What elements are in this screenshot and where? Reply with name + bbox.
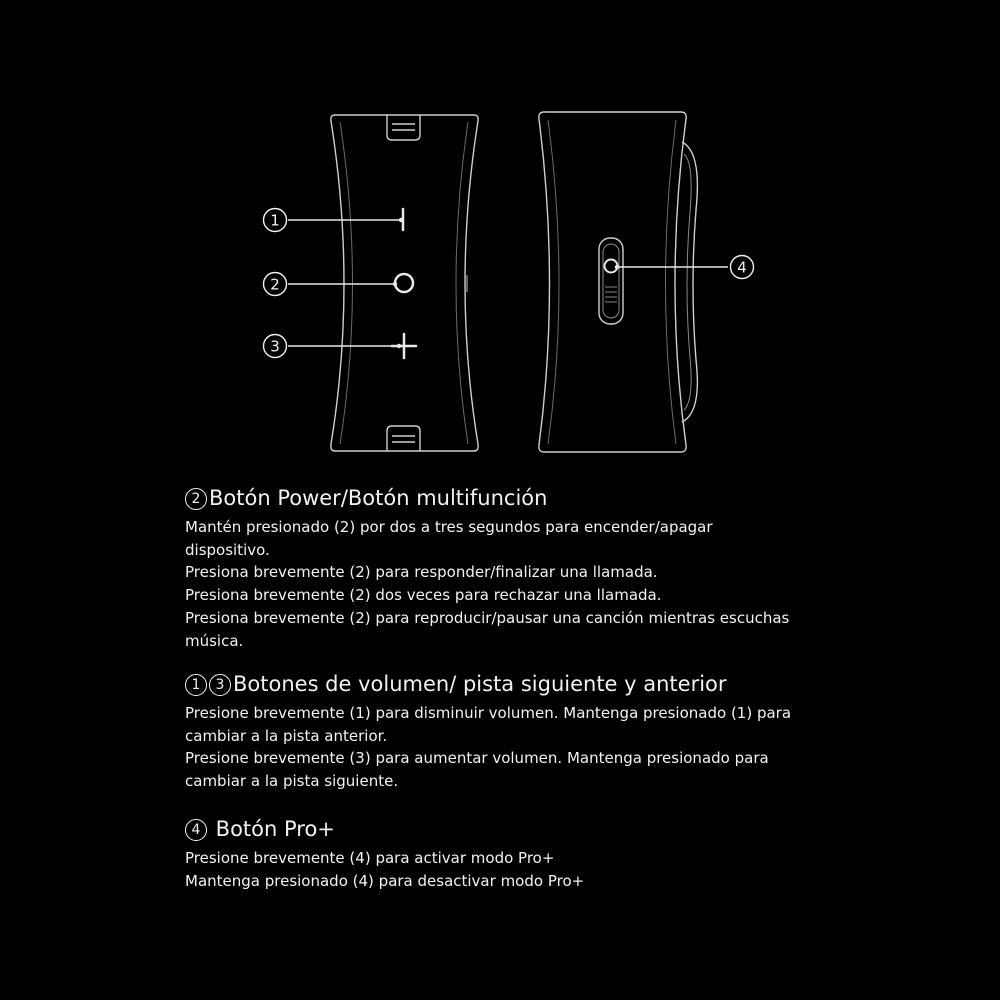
instruction-line: Mantén presionado (2) por dos a tres segundos para encender/apagar [185, 518, 713, 536]
section-number-badge: 4 [185, 819, 207, 841]
callout-2 [264, 273, 287, 296]
speaker-diagram [0, 0, 1000, 470]
callout-1 [264, 209, 287, 232]
section-number-badge: 3 [209, 674, 231, 696]
callout-4 [731, 256, 754, 279]
instruction-line: Presiona brevemente (2) para responder/finalizar una llamada. [185, 563, 658, 582]
section-heading [185, 484, 825, 512]
power-button[interactable] [395, 274, 413, 292]
speaker-side-view [539, 112, 698, 452]
section-2 [185, 670, 825, 793]
section-1 [185, 484, 825, 652]
instruction-line: Mantenga presionado (4) para desactivar modo Pro+ [185, 871, 585, 890]
section-heading-text: Botón Power/Botón multifunción [209, 486, 548, 510]
instruction-line: Presione brevemente (3) para aumentar volumen. Mantenga presionado para [185, 749, 769, 768]
section-heading [185, 815, 825, 843]
section-heading [185, 670, 825, 698]
section-number-badge: 2 [185, 488, 207, 510]
instruction-line: música. [185, 631, 244, 650]
callout-number: 2 [270, 275, 280, 294]
section-heading-text: Botón Pro+ [209, 817, 335, 841]
instruction-line: dispositivo. [185, 540, 270, 559]
section-heading-text: Botones de volumen/ pista siguiente y anterior [233, 672, 727, 696]
instruction-line: cambiar a la pista anterior. [185, 726, 388, 745]
instruction-line: Presiona brevemente (2) para reproducir/pausar una canción mientras escuchas [185, 608, 790, 627]
instruction-line: cambiar a la pista siguiente. [185, 772, 399, 791]
callout-number: 4 [737, 258, 747, 277]
instruction-line: Presione brevemente (4) para activar modo Pro+ [185, 849, 555, 867]
speaker-front-view [331, 115, 478, 451]
section-number-badge: 1 [185, 674, 207, 696]
instruction-line: Presione brevemente (1) para disminuir volumen. Mantenga presionado (1) para [185, 704, 792, 722]
callout-number: 1 [270, 211, 280, 230]
instruction-line: Presiona brevemente (2) dos veces para rechazar una llamada. [185, 586, 662, 605]
section-3 [185, 815, 825, 892]
callout-3 [264, 335, 287, 358]
callout-number: 3 [270, 337, 280, 356]
